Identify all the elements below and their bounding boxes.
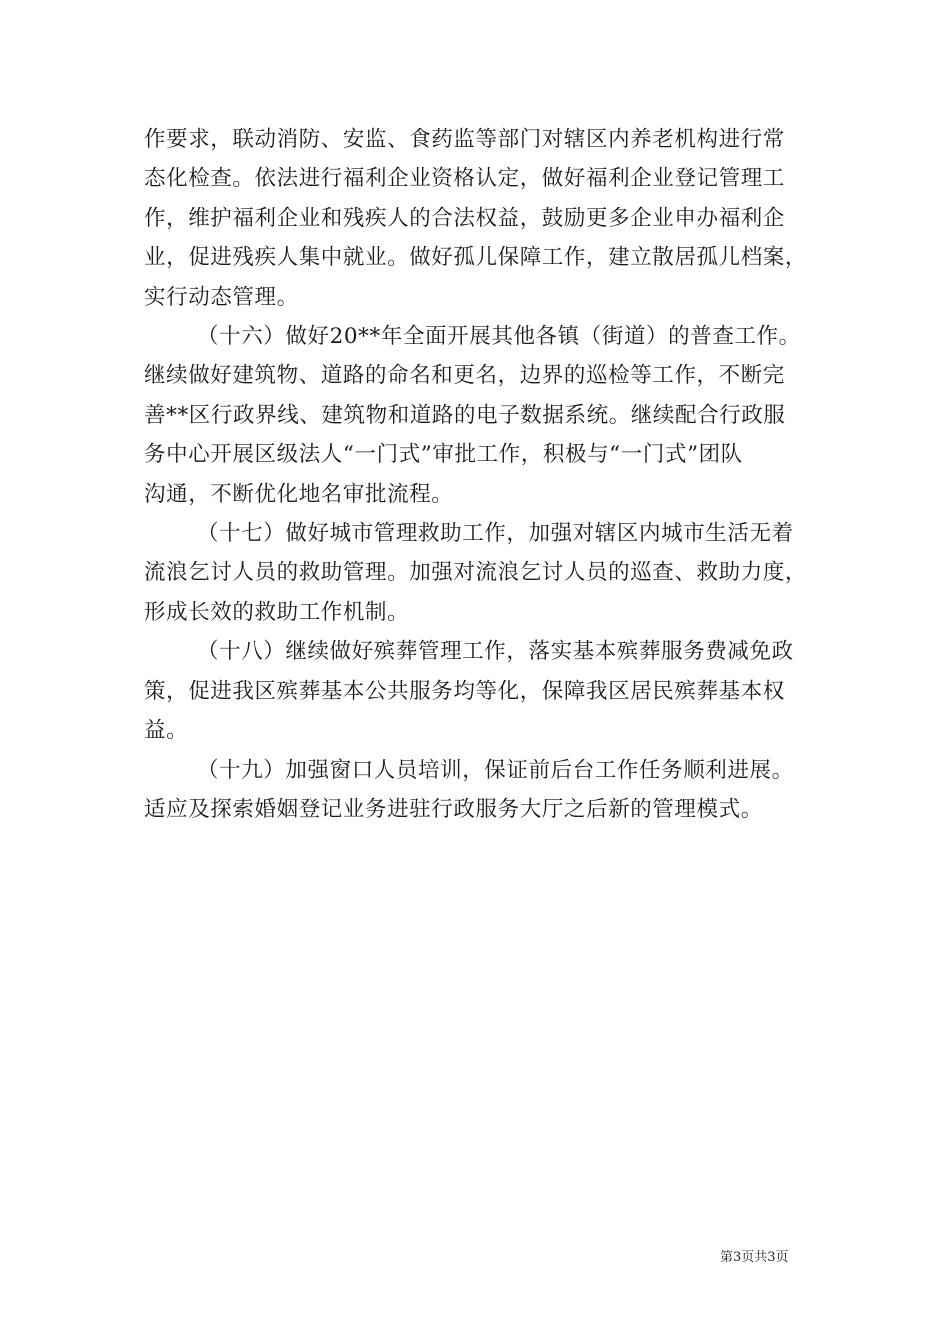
text-line: 作要求，联动消防、安监、食药监等部门对辖区内养老机构进行常	[144, 127, 785, 152]
text-line: 业，促进残疾人集中就业。做好孤儿保障工作，建立散居孤儿档案，	[144, 245, 808, 271]
text-line: （十七）做好城市管理救助工作，加强对辖区内城市生活无着	[197, 521, 794, 547]
body-text	[144, 120, 824, 829]
text-line: （十六）做好20**年全面开展其他各镇（街道）的普查工作。	[197, 324, 801, 350]
text-line: 务中心开展区级法人“一门式”审批工作，积极与“一门式”团队	[144, 442, 743, 468]
paragraph-item-19	[144, 751, 824, 830]
text-line: 流浪乞讨人员的救助管理。加强对流浪乞讨人员的巡查、救助力度，	[144, 560, 808, 586]
text-line: 善**区行政界线、建筑物和道路的电子数据系统。继续配合行政服	[144, 402, 786, 428]
text-line: （十八）继续做好殡葬管理工作，落实基本殡葬服务费减免政	[197, 639, 794, 665]
text-line: 作，维护福利企业和残疾人的合法权益，鼓励更多企业申办福利企	[144, 205, 785, 231]
text-line: 形成长效的救助工作机制。	[144, 599, 410, 625]
text-line: （十九）加强窗口人员培训，保证前后台工作任务顺利进展。	[197, 757, 794, 783]
text-line: 适应及探索婚姻登记业务进驻行政服务大厅之后新的管理模式。	[144, 796, 763, 822]
text-line: 实行动态管理。	[144, 284, 299, 310]
text-line: 态化检查。依法进行福利企业资格认定，做好福利企业登记管理工	[144, 166, 785, 192]
text-line: 策，促进我区殡葬基本公共服务均等化，保障我区居民殡葬基本权	[144, 678, 785, 704]
paragraph-item-18	[144, 632, 824, 750]
paragraph-item-16	[144, 317, 824, 514]
paragraph-item-17	[144, 514, 824, 632]
text-line: 益。	[144, 718, 189, 744]
text-line: 沟通，不断优化地名审批流程。	[144, 481, 454, 507]
page-number-footer: 第3页共3页	[720, 1250, 789, 1265]
paragraph-continued	[144, 120, 824, 317]
text-line: 继续做好建筑物、道路的命名和更名，边界的巡检等工作，不断完	[144, 363, 785, 389]
